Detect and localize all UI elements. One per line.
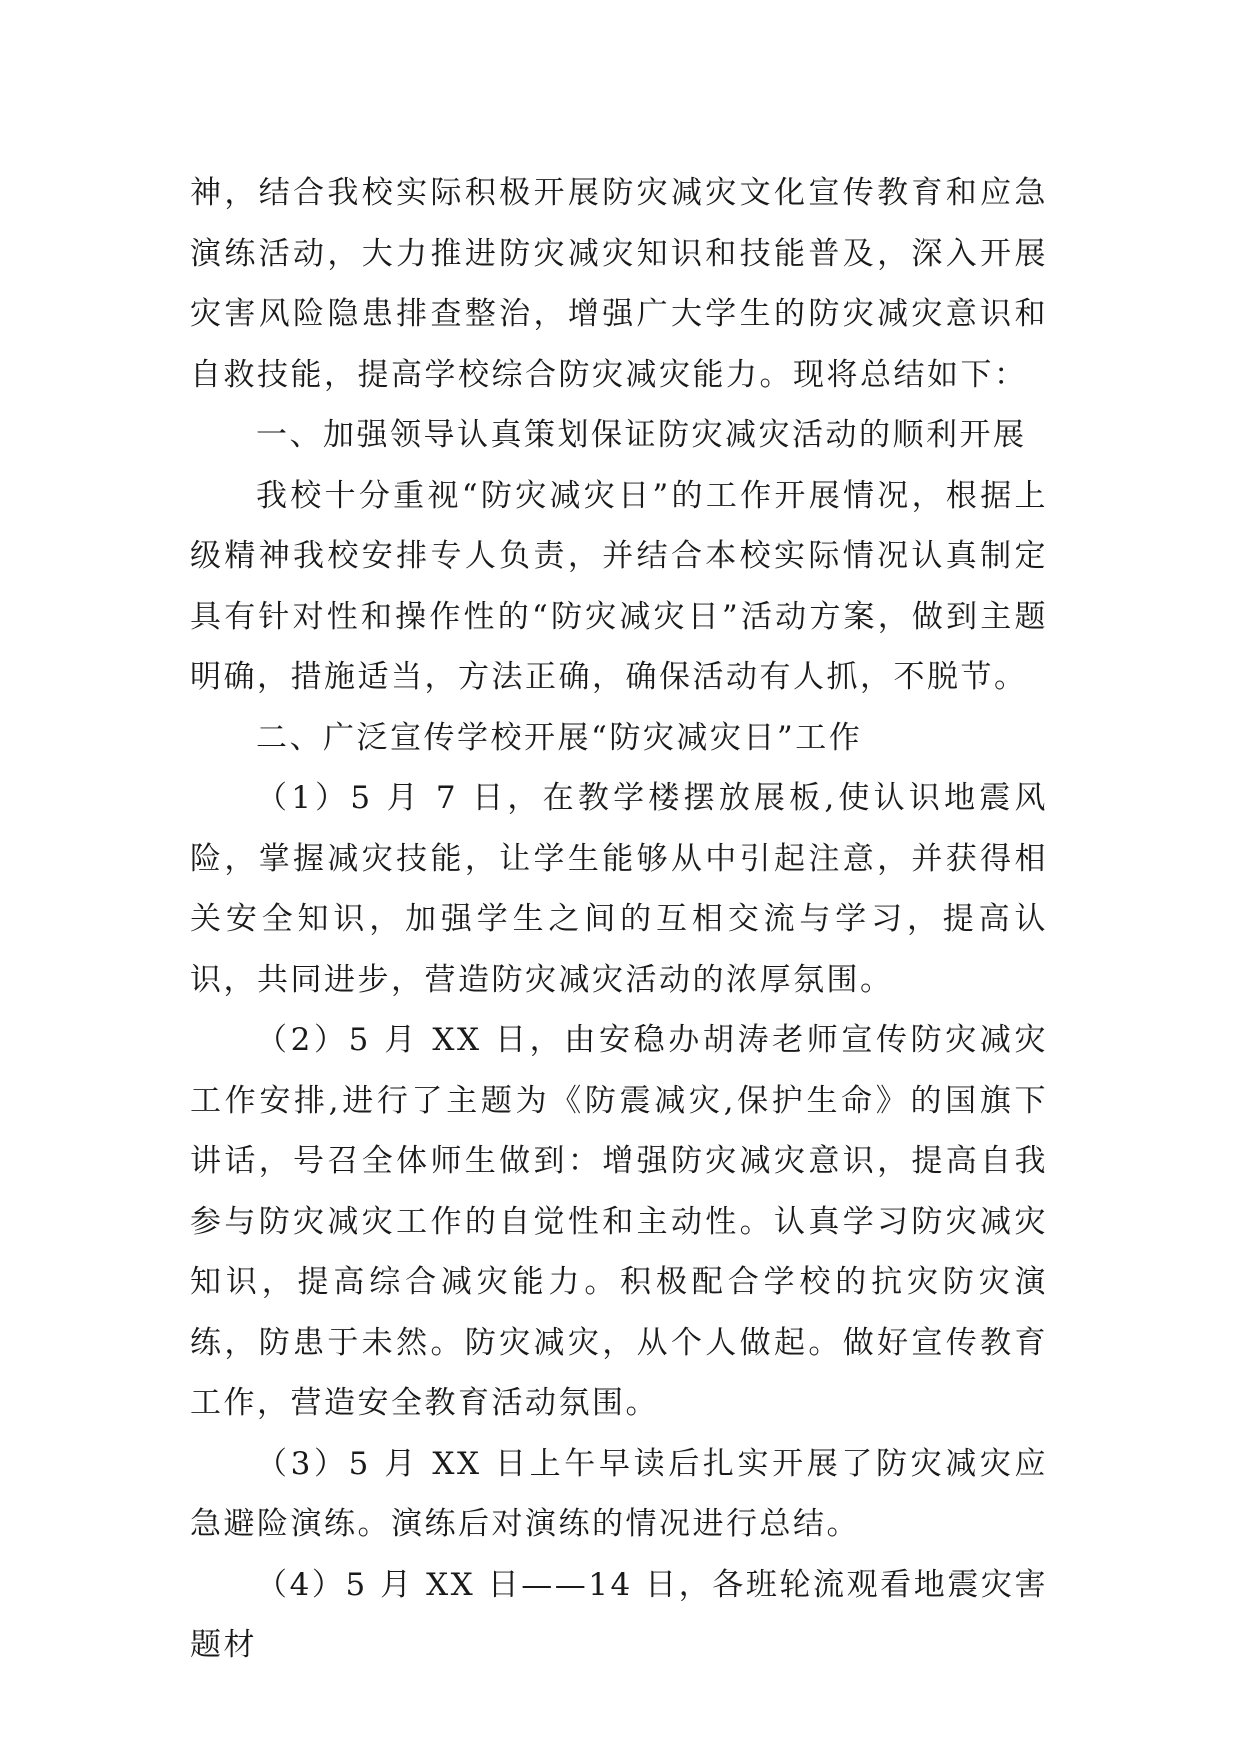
paragraph-intro-continuation: 神，结合我校实际积极开展防灾减灾文化宣传教育和应急演练活动，大力推进防灾减灾知识和技能普及，深入开展灾害风险隐患排查整治，增强广大学生的防灾减灾意识和自救技能，提高学校综合防灾减灾能力。现将总结如下： (190, 175, 1048, 393)
list-item-3: （3）5 月 XX 日上午早读后扎实开展了防灾减灾应急避险演练。演练后对演练的情况进行总结。 (190, 1445, 1048, 1542)
paragraph-section-1: 我校十分重视“防灾减灾日”的工作开展情况，根据上级精神我校安排专人负责，并结合本校实际情况认真制定具有针对性和操作性的“防灾减灾日”活动方案，做到主题明确，措施适当，方法正确，确保活动有人抓，不脱节。 (190, 477, 1048, 695)
list-item-4: （4）5 月 XX 日——14 日，各班轮流观看地震灾害题材 (190, 1566, 1048, 1663)
list-item-2: （2）5 月 XX 日，由安稳办胡涛老师宣传防灾减灾工作安排,进行了主题为《防震减灾,保护生命》的国旗下讲话，号召全体师生做到：增强防灾减灾意识，提高自我参与防灾减灾工作的自觉性和主动性。认真学习防灾减灾知识，提高综合减灾能力。积极配合学校的抗灾防灾演练，防患于未然。防灾减灾，从个人做起。做好宣传教育工作，营造安全教育活动氛围。 (190, 1022, 1048, 1421)
list-item-1: （1）5 月 7 日，在教学楼摆放展板,使认识地震风险，掌握减灾技能，让学生能够从中引起注意，并获得相关安全知识，加强学生之间的互相交流与学习，提高认识，共同进步，营造防灾减灾活动的浓厚氛围。 (190, 780, 1048, 998)
section-heading-1: 一、加强领导认真策划保证防灾减灾活动的顺利开展 (256, 417, 1027, 453)
section-heading-2: 二、广泛宣传学校开展“防灾减灾日”工作 (256, 719, 863, 756)
document-body (190, 163, 1048, 1676)
